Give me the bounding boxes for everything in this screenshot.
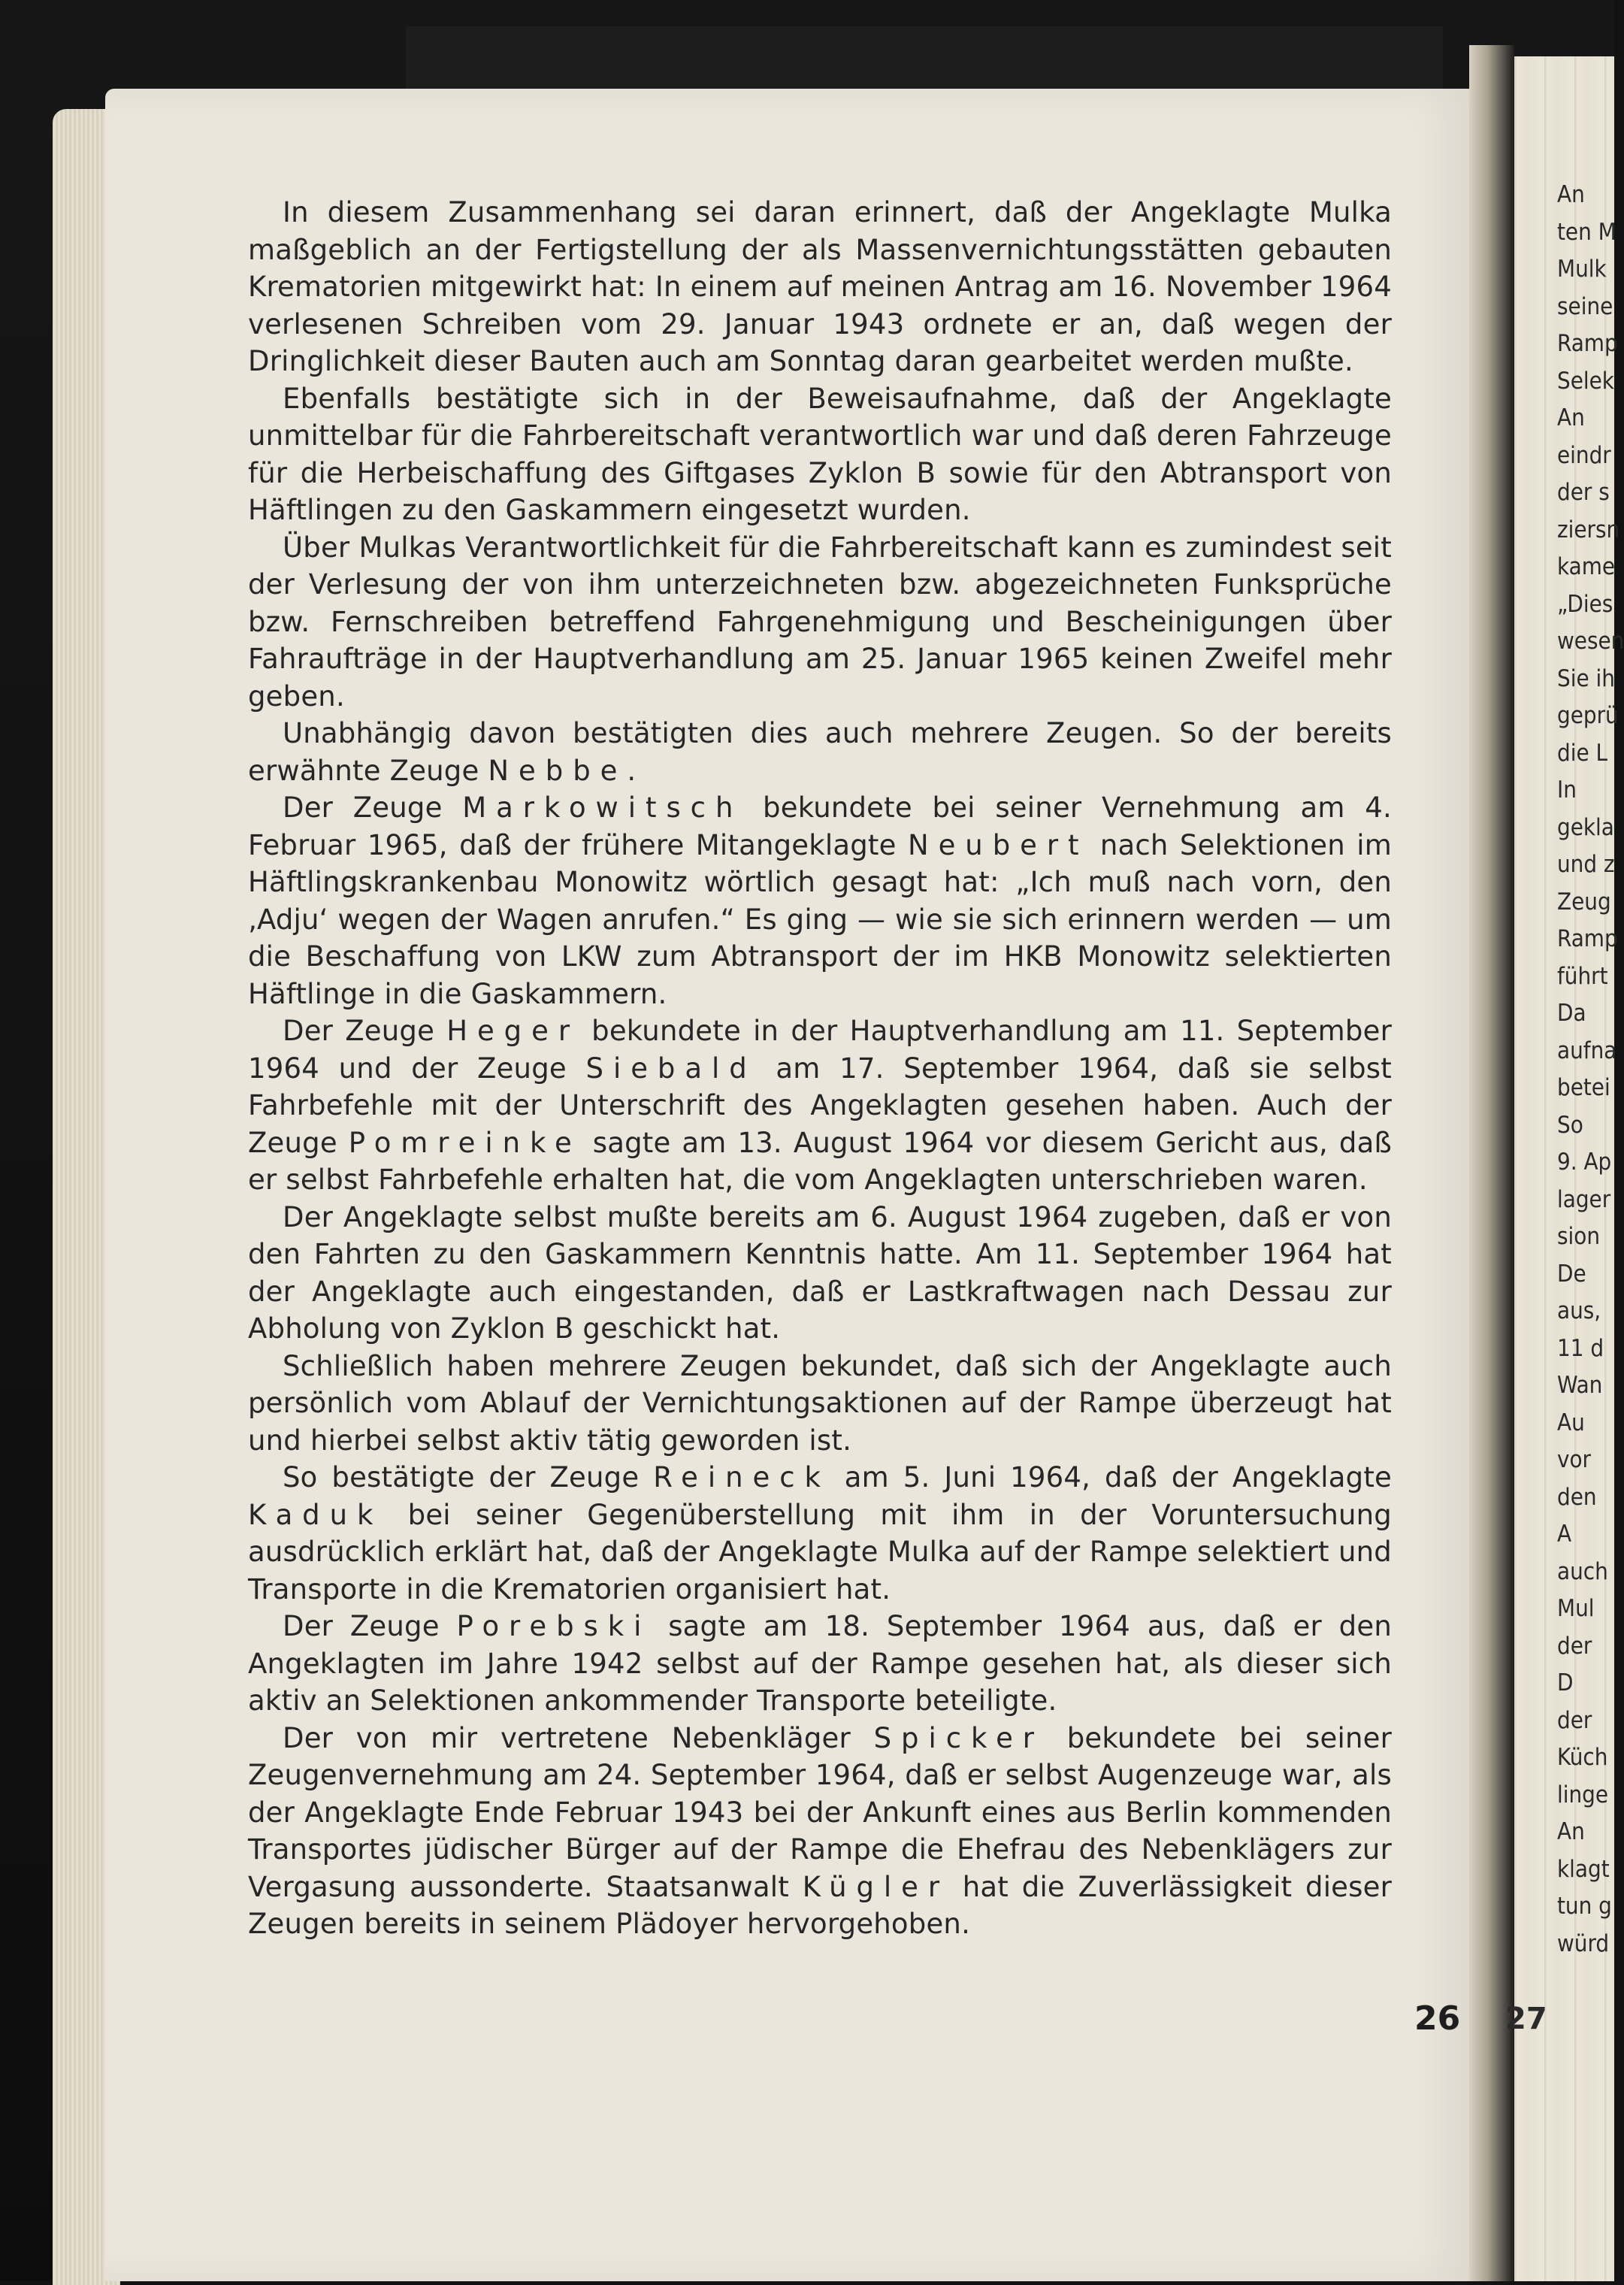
paragraph	[248, 1720, 1392, 1943]
facing-page-line: kame	[1557, 553, 1616, 580]
paragraph-text: nach Selektionen im Häftlingskrankenbau Monowitz wörtlich gesagt hat: „Ich muß nach vorn, den ‚Adju‘ wegen der Wagen anrufen.“ Es ging — wie sie sich erinnern werden — um die Beschaffung von LKW zum Abtransport der im HKB Monowitz selektierten Häftlinge in die Gaskammern.	[248, 828, 1392, 1010]
facing-page-line: So	[1557, 1111, 1583, 1139]
paragraph-text: Über Mulkas Verantwortlichkeit für die Fahrbereitschaft kann es zumindest seit der Verlesung der von ihm unterzeichneten bzw. abgezeichneten Funksprüche bzw. Fernschreiben betreffend Fahrgenehmigung und Bescheinigungen über Fahraufträge in der Hauptverhandlung am 25. Januar 1965 keinen Zweifel mehr geben.	[248, 531, 1392, 713]
paragraph-text: Der Angeklagte selbst mußte bereits am 6. August 1964 zugeben, daß er von den Fahrten zu den Gaskammern Kenntnis hatte. Am 11. September 1964 hat der Angeklagte auch eingestanden, daß er Lastkraftwagen nach Dessau zur Abholung von Zyklon B geschickt hat.	[248, 1200, 1392, 1345]
facing-page-line: An	[1557, 1818, 1585, 1845]
spaced-name: Neubert	[907, 828, 1089, 861]
facing-page-line: führt	[1557, 962, 1608, 990]
paragraph	[248, 1608, 1392, 1720]
spaced-name: Reineck	[653, 1461, 830, 1494]
facing-page-line: und z	[1557, 851, 1615, 878]
facing-page-line: An	[1557, 404, 1585, 431]
facing-page-line: tun g	[1557, 1893, 1612, 1920]
facing-page-line: vor	[1557, 1446, 1592, 1473]
facing-page-line: Zeug	[1557, 888, 1611, 916]
paragraph-text: Der von mir vertretene Nebenkläger	[283, 1721, 874, 1754]
spaced-name: Nebbe	[488, 754, 628, 787]
paragraph-text: bei seiner Gegenüberstellung mit ihm in der Voruntersuchung ausdrücklich erklärt hat, daß der Angeklagte Mulka auf der Rampe selektiert und Transporte in die Krematorien organisiert hat.	[248, 1498, 1392, 1606]
facing-page-line: eindr	[1557, 441, 1611, 469]
facing-page-line: lager	[1557, 1185, 1611, 1213]
facing-page-line: sion	[1557, 1223, 1601, 1250]
paragraph-text: bekundete bei seiner Zeugenvernehmung am 24. September 1964, daß er selbst Augenzeuge war, als der Angeklagte Ende Februar 1943 bei der Ankunft eines aus Berlin kommenden Transportes jüdischer Bürger auf der Rampe die Ehefrau des Nebenklägers zur Vergasung aussonderte. Staatsanwalt	[248, 1721, 1392, 1903]
facing-page-line: ziersn	[1557, 516, 1620, 543]
facing-page-line: aus,	[1557, 1297, 1601, 1324]
scanner-band	[406, 26, 1443, 94]
facing-page-line: ten M	[1557, 218, 1616, 246]
body-text	[248, 194, 1392, 1943]
facing-page-line: betei	[1557, 1074, 1610, 1101]
facing-page-line: „Dies	[1557, 590, 1613, 618]
paragraph-text: Der Zeuge	[283, 791, 463, 824]
paragraph-text: am 17. September 1964, daß sie selbst Fahrbefehle mit der Unterschrift des Angeklagten gesehen haben. Auch der Zeuge	[248, 1052, 1392, 1159]
facing-page-text	[1557, 177, 1624, 1963]
paragraph-text: .	[627, 754, 637, 787]
facing-page-line: Küch	[1557, 1744, 1608, 1771]
facing-page-line: Ramp	[1557, 330, 1618, 357]
facing-page-line: Sie ih	[1557, 664, 1615, 692]
spaced-name: Siebald	[585, 1052, 757, 1085]
paragraph	[248, 1348, 1392, 1460]
paragraph-text: Ebenfalls bestätigte sich in der Beweisaufnahme, daß der Angeklagte unmittelbar für die Fahrbereitschaft verantwortlich war und daß deren Fahrzeuge für die Herbeischaffung des Giftgases Zyklon B sowie für den Abtransport von Häftlingen zu den Gaskammern eingesetzt wurden.	[248, 382, 1392, 526]
paragraph	[248, 1199, 1392, 1348]
facing-page-line: Wan	[1557, 1372, 1603, 1399]
page-number: 26	[1414, 1999, 1461, 2038]
facing-page-line: Mulk	[1557, 256, 1607, 283]
facing-page-line: auch	[1557, 1557, 1608, 1585]
paragraph-text: In diesem Zusammenhang sei daran erinnert, daß der Angeklagte Mulka maßgeblich an der Fertigstellung der als Massenvernichtungsstätten gebauten Krematorien mitgewirkt hat: In einem auf meinen Antrag am 16. November 1964 verlesenen Schreiben vom 29. Januar 1943 ordnete er an, daß wegen der Dringlichkeit dieser Bauten auch am Sonntag daran gearbeitet werden mußte.	[248, 196, 1392, 377]
facing-page-line: An	[1557, 181, 1585, 208]
facing-page-line: klagt	[1557, 1855, 1610, 1883]
facing-page-line: wesen	[1557, 628, 1624, 655]
paragraph	[248, 715, 1392, 789]
facing-page-line: gekla	[1557, 813, 1614, 841]
paragraph-text: sagte am 18. September 1964 aus, daß er den Angeklagten im Jahre 1942 selbst auf der Rampe gesehen hat, als dieser sich aktiv an Selektionen ankommender Transporte beteiligte.	[248, 1610, 1392, 1717]
facing-page-line: der	[1557, 1632, 1592, 1660]
paragraph-text: hat die Zuverlässigkeit dieser Zeugen bereits in seinem Plädoyer hervorgehoben.	[248, 1870, 1392, 1940]
spaced-name: Porebski	[456, 1610, 652, 1642]
facing-page-line: De	[1557, 1260, 1586, 1288]
facing-page-line: Da	[1557, 1000, 1586, 1027]
facing-page-line: würd	[1557, 1929, 1610, 1957]
paragraph	[248, 529, 1392, 716]
facing-page-line: aufna	[1557, 1037, 1617, 1064]
paragraph-text: Unabhängig davon bestätigten dies auch mehrere Zeugen. So der bereits erwähnte Zeuge	[248, 717, 1392, 787]
facing-page-line: linge	[1557, 1781, 1609, 1808]
book-gutter	[1469, 45, 1514, 2281]
facing-page-line: In	[1557, 776, 1577, 804]
spaced-name: Spicker	[873, 1721, 1044, 1754]
paragraph-text: bekundete in der Hauptverhandlung am 11. September 1964 und der Zeuge	[248, 1015, 1392, 1085]
paragraph	[248, 789, 1392, 1012]
paragraph	[248, 1459, 1392, 1608]
paragraph	[248, 380, 1392, 529]
facing-page-line: Au	[1557, 1409, 1585, 1436]
paragraph	[248, 194, 1392, 380]
facing-page-line: A	[1557, 1521, 1572, 1548]
facing-page-line: seine	[1557, 292, 1613, 320]
facing-page-line: D	[1557, 1669, 1574, 1696]
facing-page-line: 11 d	[1557, 1334, 1604, 1362]
paragraph-text: Schließlich haben mehrere Zeugen bekundet, daß sich der Angeklagte auch persönlich vom Ablauf der Vernichtungsaktionen auf der Rampe überzeugt hat und hierbei selbst aktiv tätig geworden ist.	[248, 1349, 1392, 1457]
facing-page-line: Ramp	[1557, 925, 1618, 952]
facing-page-line: der s	[1557, 479, 1610, 506]
paragraph-text: sagte am 13. August 1964 vor diesem Gericht aus, daß er selbst Fahrbefehle erhalten hat, die vom Angeklagten unterschrieben waren.	[248, 1126, 1392, 1196]
facing-page-line: die L	[1557, 739, 1608, 767]
facing-page-line: den	[1557, 1483, 1597, 1511]
spaced-name: Pomreinke	[348, 1126, 582, 1159]
paragraph-text: am 5. Juni 1964, daß der Angeklagte	[830, 1461, 1393, 1494]
facing-page-line: der	[1557, 1706, 1592, 1734]
facing-page-line: 9. Ap	[1557, 1149, 1612, 1176]
paragraph-text: bekundete bei seiner Vernehmung am 4. Februar 1965, daß der frühere Mitangeklagte	[248, 791, 1392, 861]
spaced-name: Markowitsch	[462, 791, 743, 824]
facing-page-line: geprü	[1557, 702, 1619, 729]
facing-page-line: Mul	[1557, 1595, 1595, 1622]
paragraph-text: Der Zeuge	[283, 1015, 447, 1047]
spaced-name: Kaduk	[248, 1498, 383, 1531]
paragraph-text: So bestätigte der Zeuge	[283, 1461, 654, 1494]
facing-page-line: Selek	[1557, 367, 1614, 395]
spaced-name: Kügler	[802, 1870, 950, 1903]
paragraph	[248, 1012, 1392, 1199]
spaced-name: Heger	[446, 1015, 579, 1047]
next-page-number: 27	[1505, 2002, 1547, 2036]
paragraph-text: Der Zeuge	[283, 1610, 457, 1642]
